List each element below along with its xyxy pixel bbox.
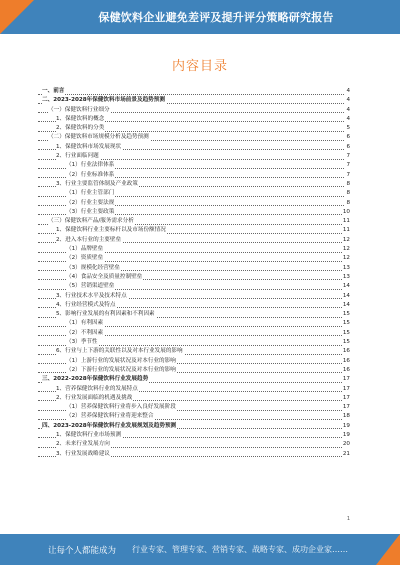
toc-entry[interactable]: [38, 180, 350, 189]
toc-entry[interactable]: [38, 310, 350, 319]
toc-entry-page: 7: [346, 153, 350, 160]
toc-entry-page: 19: [342, 422, 350, 429]
toc-entry-page: 8: [346, 180, 350, 187]
toc-entry-title: （三）保健饮料产品/服务需求分析: [48, 218, 134, 225]
header-banner: [0, 0, 400, 34]
toc-entry-page: 6: [346, 143, 350, 150]
toc-entry-title: 1、保健饮料市场发展现状: [56, 143, 122, 150]
toc-entry-page: 4: [346, 115, 350, 122]
toc-entry-title: 3、行业发展战略建议: [56, 450, 110, 457]
toc-entry-page: 8: [346, 190, 350, 197]
toc-entry-page: 13: [342, 273, 350, 280]
toc-entry-title: （二）保健饮料市场规模分析及趋势预测: [48, 134, 149, 141]
toc-entry-title: 5、影响行业发展的有利因素和不利因素: [56, 311, 155, 318]
toc-entry[interactable]: [38, 115, 350, 124]
footer-slogan: 让每个人都能成为: [48, 546, 117, 556]
toc-entry[interactable]: [38, 450, 350, 459]
toc-entry-page: 16: [342, 348, 350, 355]
toc-entry[interactable]: [38, 403, 350, 412]
toc-entry-page: 10: [342, 208, 350, 215]
toc-entry-title: 三、2022-2028年保健饮料行业发展趋势: [42, 376, 149, 383]
toc-entry-page: 6: [346, 134, 350, 141]
toc-entry-page: 8: [346, 199, 350, 206]
toc-entry-page: 17: [342, 404, 350, 411]
toc-entry-page: 13: [342, 264, 350, 271]
footer-banner: [0, 534, 400, 565]
toc-entry-page: 14: [342, 301, 350, 308]
footer-accent-triangle: [376, 534, 400, 565]
toc-entry-title: （2）行业主要法规: [66, 199, 115, 206]
toc-entry[interactable]: [38, 236, 350, 245]
report-title: 保健饮料企业避免差评及提升评分策略研究报告: [98, 11, 334, 24]
toc-entry-title: （2）不利因素: [66, 329, 104, 336]
toc-entry[interactable]: [38, 189, 350, 198]
toc-entry-page: 17: [342, 394, 350, 401]
toc-entry[interactable]: [38, 96, 350, 105]
toc-entry[interactable]: [38, 133, 350, 142]
toc-entry[interactable]: [38, 226, 350, 235]
toc-entry[interactable]: [38, 301, 350, 310]
toc-entry-title: （3）行业主要政策: [66, 208, 115, 215]
toc-entry-page: 17: [342, 376, 350, 383]
toc-entry-title: 2、行业发展面临的机遇及挑战: [56, 394, 133, 401]
toc-entry[interactable]: [38, 292, 350, 301]
toc-entry-page: 12: [342, 236, 350, 243]
toc-entry-title: （3）规模化经营壁垒: [66, 264, 120, 271]
toc-entry-title: （一）保健饮料行业细分: [48, 106, 110, 113]
toc-entry-title: 3、行业主要监管体制及产业政策: [56, 180, 138, 187]
toc-entry[interactable]: [38, 87, 350, 96]
toc-entry-title: 2、行业面临问题: [56, 153, 99, 160]
toc-entry[interactable]: [38, 440, 350, 449]
toc-entry-title: 4、行业经营模式及特点: [56, 301, 116, 308]
toc-entry[interactable]: [38, 385, 350, 394]
table-of-contents: [38, 87, 350, 459]
toc-entry-page: 4: [346, 88, 350, 94]
toc-entry[interactable]: [38, 329, 350, 338]
toc-entry-title: 3、行业技术水平及技术特点: [56, 292, 127, 299]
toc-entry-title: （2）营养保健饮料行业将迎来整合: [66, 413, 154, 420]
toc-entry-page: 17: [342, 385, 350, 392]
toc-entry-page: 18: [342, 413, 350, 420]
toc-entry[interactable]: [38, 357, 350, 366]
toc-entry-title: （1）品牌壁垒: [66, 246, 104, 253]
toc-entry-title: （1）上游行业的发展状况及对本行业的影响: [66, 357, 176, 364]
toc-entry-title: 1、保健饮料行业主要标杆以及市场份额情况: [56, 227, 166, 234]
toc-entry[interactable]: [38, 412, 350, 421]
toc-entry-page: 21: [342, 450, 350, 457]
toc-entry-title: 二、2023-2028年保健饮料市场前景及趋势预测: [42, 97, 165, 104]
toc-entry-page: 16: [342, 366, 350, 373]
toc-entry-page: 15: [342, 329, 350, 336]
toc-leader: [38, 94, 350, 95]
toc-entry[interactable]: [38, 171, 350, 180]
toc-entry-page: 4: [346, 106, 350, 113]
toc-entry[interactable]: [38, 245, 350, 254]
toc-entry[interactable]: [38, 375, 350, 384]
header-accent-triangle: [0, 0, 34, 34]
toc-entry-title: 2、进入本行业的主要壁垒: [56, 236, 122, 243]
toc-entry-page: 15: [342, 311, 350, 318]
toc-entry[interactable]: [38, 282, 350, 291]
toc-entry-page: 14: [342, 283, 350, 290]
toc-entry[interactable]: [38, 208, 350, 217]
toc-entry-title: 2、未来行业发展方向: [56, 441, 110, 448]
toc-entry[interactable]: [38, 422, 350, 431]
toc-entry-title: （1）有利因素: [66, 320, 104, 327]
toc-entry-page: 15: [342, 320, 350, 327]
toc-entry-title: （2）行业标准体系: [66, 171, 115, 178]
toc-entry[interactable]: [38, 273, 350, 282]
toc-entry[interactable]: [38, 394, 350, 403]
toc-entry-page: 19: [342, 431, 350, 438]
toc-entry[interactable]: [38, 264, 350, 273]
toc-entry[interactable]: [38, 124, 350, 133]
toc-entry[interactable]: [38, 199, 350, 208]
toc-entry-page: 15: [342, 339, 350, 346]
toc-entry-page: 11: [342, 218, 350, 225]
toc-entry[interactable]: [38, 431, 350, 440]
toc-entry-page: 14: [342, 292, 350, 299]
toc-entry-title: 2、保健饮料的分类: [56, 125, 105, 132]
toc-entry-page: 12: [342, 246, 350, 253]
toc-entry[interactable]: [38, 143, 350, 152]
toc-entry-title: 1、保健饮料的概念: [56, 115, 105, 122]
page-number: 1: [346, 516, 350, 522]
toc-entry[interactable]: [38, 338, 350, 347]
toc-entry-page: 4: [346, 97, 350, 104]
toc-entry-title: 一、前言: [42, 88, 65, 94]
toc-entry-title: 1、营养保健饮料行业的发展特点: [56, 385, 138, 392]
toc-entry[interactable]: [38, 319, 350, 328]
toc-entry-page: 7: [346, 171, 350, 178]
toc-heading: 内容目录: [171, 59, 228, 74]
toc-entry-title: （2）资质壁垒: [66, 255, 104, 262]
toc-entry[interactable]: [38, 106, 350, 115]
toc-entry-page: 20: [342, 441, 350, 448]
toc-entry[interactable]: [38, 347, 350, 356]
toc-entry-title: （1）营养保健饮料行业将步入良好发展阶段: [66, 404, 176, 411]
footer-roles: 行业专家、管理专家、营销专家、战略专家、成功企业家……: [132, 545, 348, 554]
toc-entry-title: （4）食品安全及质量控制壁垒: [66, 273, 143, 280]
toc-entry[interactable]: [38, 366, 350, 375]
toc-entry-title: 四、2023-2028年保健饮料行业发展规划及趋势预测: [42, 422, 177, 429]
toc-entry-title: （3）季节性: [66, 339, 98, 346]
toc-entry[interactable]: [38, 161, 350, 170]
toc-entry-title: （5）营销渠道壁垒: [66, 283, 115, 290]
toc-entry-page: 11: [342, 227, 350, 234]
toc-entry[interactable]: [38, 152, 350, 161]
toc-entry-title: 1、保健饮料行业市场预测: [56, 431, 122, 438]
toc-entry-page: 12: [342, 255, 350, 262]
toc-entry-title: （2）下游行业的发展状况及对本行业的影响: [66, 366, 176, 373]
toc-entry-page: 7: [346, 162, 350, 169]
toc-entry-title: 6、行业与上下游的关联性以及对本行业发展的影响: [56, 348, 183, 355]
toc-entry-page: 16: [342, 357, 350, 364]
toc-entry-title: （1）行业主管部门: [66, 190, 115, 197]
toc-entry-page: 5: [346, 125, 350, 132]
toc-entry[interactable]: [38, 254, 350, 263]
toc-entry[interactable]: [38, 217, 350, 226]
toc-entry-title: （1）行业法律体系: [66, 162, 115, 169]
